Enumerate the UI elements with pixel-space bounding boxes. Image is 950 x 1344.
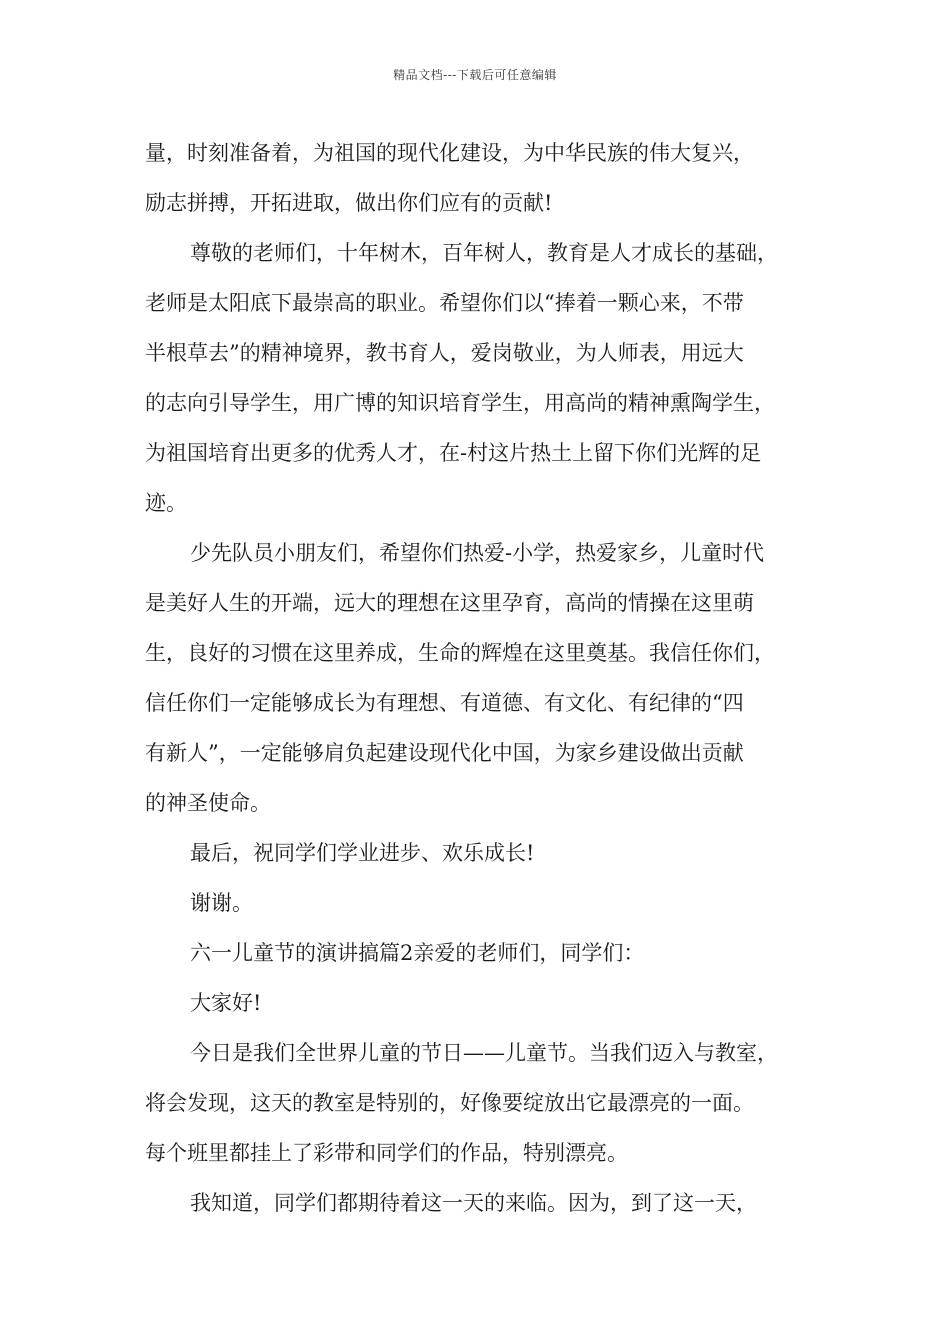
text-line: 生，良好的习惯在这里养成，生命的辉煌在这里奠基。我信任你们，: [145, 641, 775, 665]
document-body: [145, 128, 835, 1228]
text-line: 为祖国培育出更多的优秀人才，在-村这片热土上留下你们光辉的足: [145, 441, 762, 465]
paragraph: [145, 828, 835, 878]
paragraph: [145, 528, 835, 828]
text-line: 量，时刻准备着，为祖国的现代化建设，为中华民族的伟大复兴，: [145, 141, 754, 165]
text-line: 有新人”，一定能够肩负起建设现代化中国，为家乡建设做出贡献: [145, 741, 744, 765]
text-line: 我知道，同学们都期待着这一天的来临。因为，到了这一天，: [190, 1191, 757, 1215]
text-line: 是美好人生的开端，远大的理想在这里孕育，高尚的情操在这里萌: [145, 591, 754, 615]
text-line: 将会发现，这天的教室是特别的，好像要绽放出它最漂亮的一面。: [145, 1091, 754, 1115]
text-line: 尊敬的老师们，十年树木，百年树人，教育是人才成长的基础，: [190, 241, 778, 265]
paragraph: [145, 928, 835, 978]
text-line: 迹。: [145, 491, 187, 515]
paragraph: [145, 128, 835, 228]
text-line: 每个班里都挂上了彩带和同学们的作品，特别漂亮。: [145, 1141, 628, 1165]
text-line: 老师是太阳底下最崇高的职业。希望你们以“捧着一颗心来，不带: [145, 291, 744, 315]
text-line: 六一儿童节的演讲搞篇2亲爱的老师们，同学们：: [190, 941, 645, 965]
paragraph: [145, 1028, 835, 1178]
text-line: 的志向引导学生，用广博的知识培育学生，用高尚的精神熏陶学生，: [145, 391, 775, 415]
paragraph: [145, 1178, 835, 1228]
text-line: 少先队员小朋友们，希望你们热爱-小学，热爱家乡，儿童时代: [190, 541, 765, 565]
text-line: 今日是我们全世界儿童的节日——儿童节。当我们迈入与教室，: [190, 1041, 778, 1065]
page-header: 精品文档---下载后可任意编辑: [393, 68, 557, 82]
paragraph: [145, 878, 835, 928]
text-line: 的神圣使命。: [145, 791, 271, 815]
text-line: 谢谢。: [190, 891, 253, 915]
text-line: 励志拼搏，开拓进取，做出你们应有的贡献!: [145, 191, 553, 215]
paragraph: [145, 978, 835, 1028]
text-line: 半根草去”的精神境界，教书育人，爱岗敬业，为人师表，用远大: [145, 341, 744, 365]
paragraph: [145, 228, 835, 528]
text-line: 最后，祝同学们学业进步、欢乐成长!: [190, 841, 535, 865]
text-line: 大家好!: [190, 991, 262, 1015]
text-line: 信任你们一定能够成长为有理想、有道德、有文化、有纪律的“四: [145, 691, 744, 715]
